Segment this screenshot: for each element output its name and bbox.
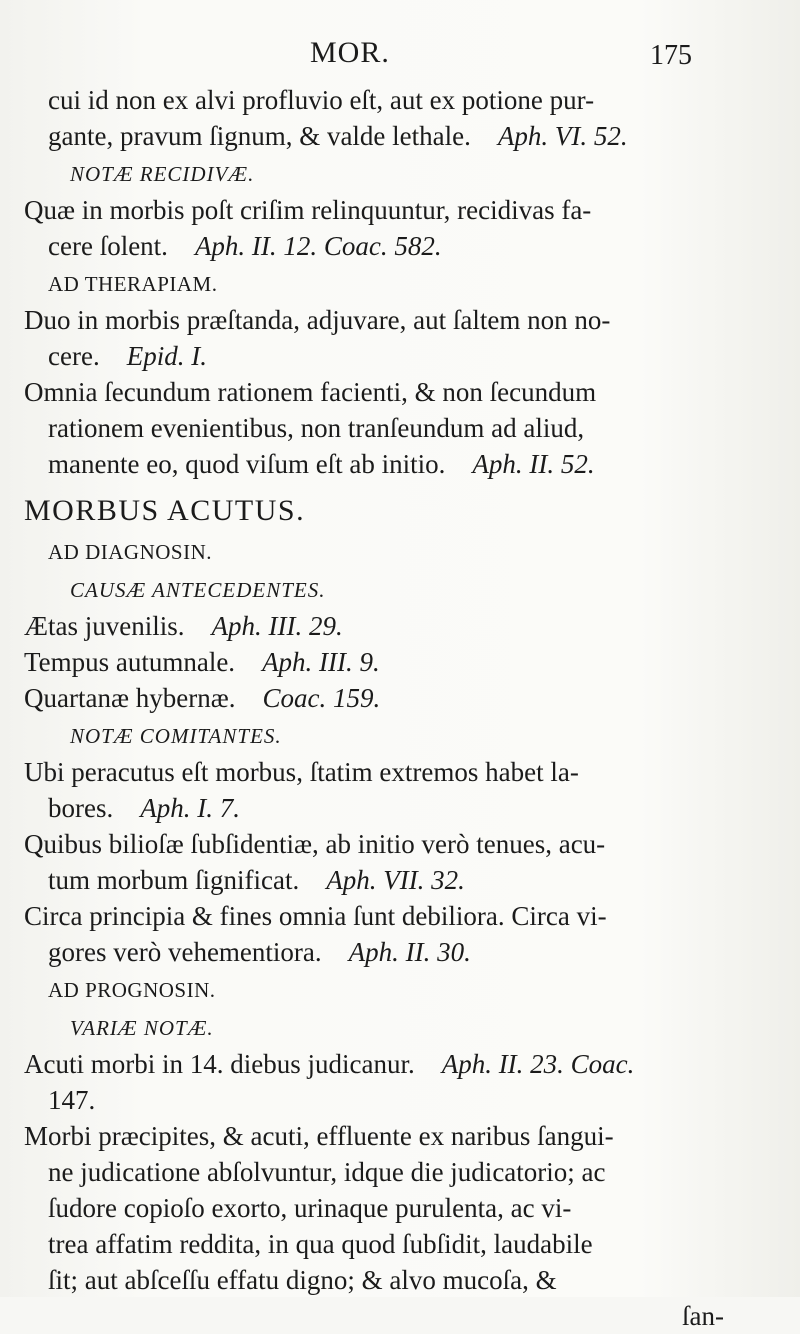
text-line [24,934,724,970]
line-text: ne judicatione abſolvuntur, idque die judicatorio; ac [48,1157,606,1187]
line-text: bores. [48,793,114,823]
text-line [24,1190,724,1226]
text-line [24,1154,724,1190]
text-line [24,410,724,446]
italic-heading: NOTÆ COMITANTES. [70,724,282,748]
text-line [24,374,724,410]
text-line [24,644,724,680]
line-text: manente eo, quod viſum eſt ab initio. [48,449,446,479]
text-line [24,754,724,790]
citation-reference: Aph. III. 29. [211,611,343,641]
line-text: trea affatim reddita, in qua quod ſubſidit, laudabile [48,1229,593,1259]
citation-reference: Aph. II. 23. Coac. [441,1049,635,1079]
line-text: cui id non ex alvi profluvio eſt, aut ex potione pur- [48,85,595,115]
text-line [24,898,724,934]
line-text: Omnia ſecundum rationem facienti, & non ſecundum [24,377,597,407]
line-text: Quartanæ hybernæ. [24,683,236,713]
text-line [24,82,724,118]
text-line [24,338,724,374]
running-head: MOR. [310,36,390,69]
text-line [24,192,724,228]
text-line [24,826,724,862]
text-line [24,302,724,338]
line-text: Circa principia & fines omnia ſunt debiliora. Circa vi- [24,901,607,931]
citation-reference: Aph. II. 52. [472,449,595,479]
italic-heading: VARIÆ NOTÆ. [70,1016,214,1040]
italic-heading: NOTÆ RECIDIVÆ. [70,162,255,186]
line-text: Morbi præcipites, & acuti, effluente ex naribus ſangui- [24,1121,614,1151]
text-line [24,790,724,826]
page-body [24,82,724,1334]
line-text: Quibus bilioſæ ſubſidentiæ, ab initio verò tenues, acu- [24,829,606,859]
line-text: gores verò vehementiora. [48,937,322,967]
line-text: tum morbum ſignificat. [48,865,300,895]
citation-reference: Aph. I. 7. [140,793,240,823]
citation-reference: Aph. II. 30. [348,937,471,967]
text-line [24,1082,724,1118]
line-text: ſit; aut abſceſſu effatu digno; & alvo mucoſa, & [48,1265,557,1295]
line-text: Duo in morbis præſtanda, adjuvare, aut ſaltem non no- [24,305,611,335]
page-number: 175 [650,40,692,71]
line-text: Quæ in morbis poſt criſim relinquuntur, recidivas fa- [24,195,592,225]
line-text: Ubi peracutus eſt morbus, ſtatim extremos habet la- [24,757,579,787]
line-text: Ætas juvenilis. [24,611,185,641]
citation-reference: Coac. 159. [262,683,381,713]
small-heading: AD PROGNOSIN. [48,978,216,1002]
text-line [24,608,724,644]
line-text: cere. [48,341,100,371]
page-header [0,30,800,80]
text-line [24,1118,724,1154]
line-text: ſudore copioſo exorto, urinaque purulenta, ac vi- [48,1193,572,1223]
small-heading: AD DIAGNOSIN. [48,540,212,564]
citation-reference: Aph. II. 12. Coac. 582. [194,231,442,261]
citation-reference: Epid. I. [126,341,207,371]
text-line [24,862,724,898]
text-line [24,680,724,716]
line-text: Acuti morbi in 14. diebus judicanur. [24,1049,415,1079]
line-text: rationem evenientibus, non tranſeundum ad aliud, [48,413,585,443]
italic-heading: CAUSÆ ANTECEDENTES. [70,578,326,602]
text-line [24,118,724,154]
line-text: Tempus autumnale. [24,647,236,677]
line-text: 147. [48,1085,96,1115]
text-line [24,446,724,482]
text-line [24,228,724,264]
text-line [24,1226,724,1262]
big-heading: MORBUS ACUTUS. [24,494,306,527]
text-line [24,1046,724,1082]
citation-reference: Aph. III. 9. [262,647,380,677]
line-text: ſan- [682,1301,724,1331]
small-heading: AD THERAPIAM. [48,272,218,296]
line-text: gante, pravum ſignum, & valde lethale. [48,121,471,151]
text-line [24,1262,724,1298]
citation-reference: Aph. VII. 32. [326,865,465,895]
catchword [24,1298,724,1334]
citation-reference: Aph. VI. 52. [497,121,628,151]
line-text: cere ſolent. [48,231,168,261]
